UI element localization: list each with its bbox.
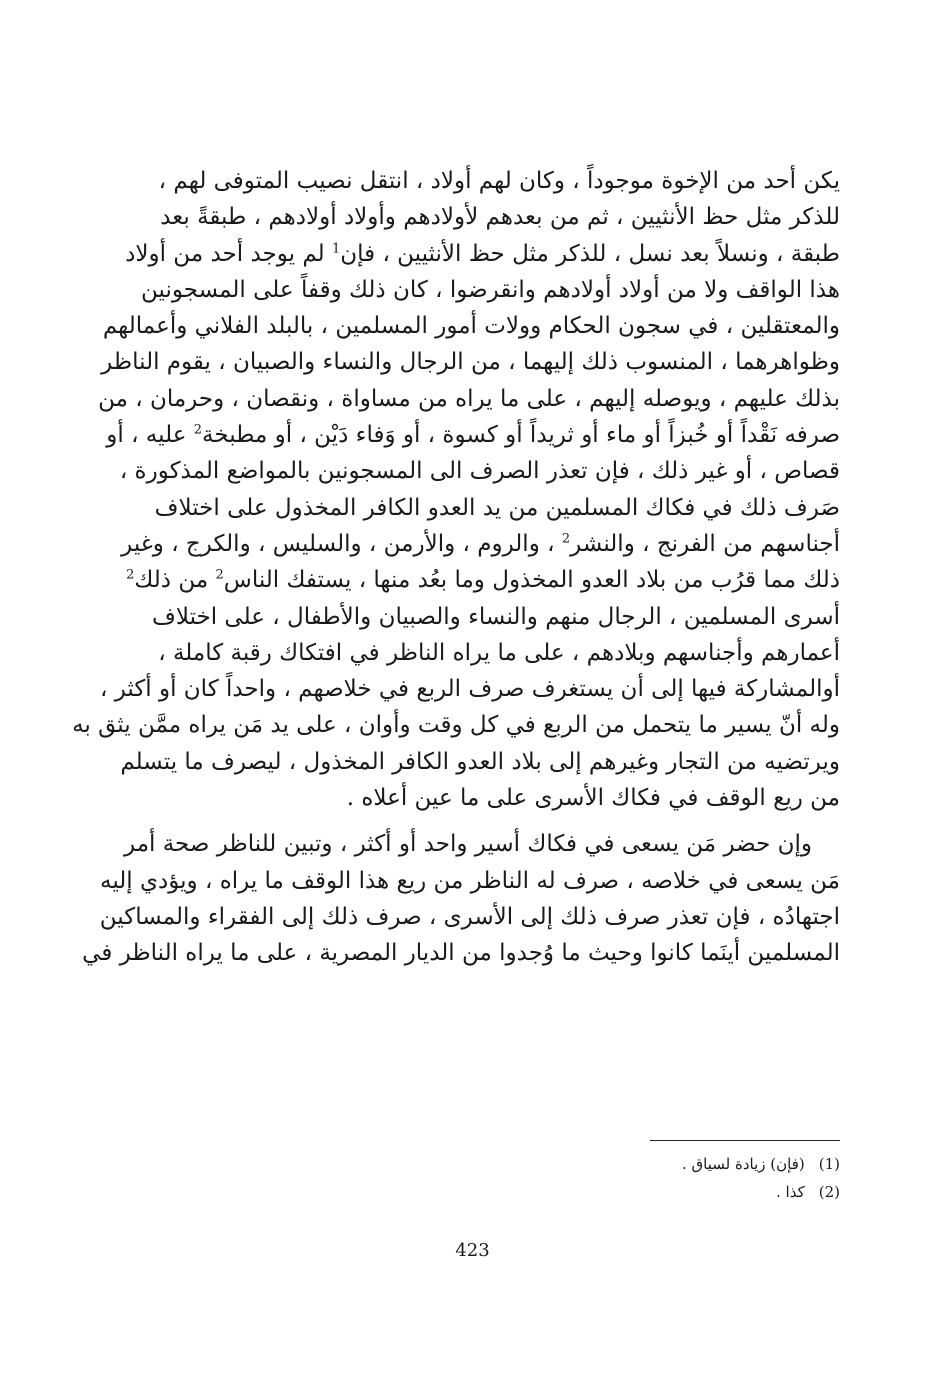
footnote-text: كذا . <box>776 1183 805 1201</box>
main-text <box>72 163 840 972</box>
footnote-number: (1) <box>818 1155 840 1173</box>
text-line: صرفه نَقْداً أو خُبزاً أو ماء أو ثريداً أو كسوة ، أو وَفاء دَيْن ، أو مطبخة$^2$ عليه ، أو <box>106 422 840 449</box>
text-line: يكن أحد من الإخوة موجوداً ، وكان لهم أولاد ، انتقل نصيب المتوفى لهم ، <box>158 168 840 194</box>
text-line: مَن يسعى في خلاصه ، صرف له الناظر من ريع هذا الوقف ما يراه ، ويؤدي إليه <box>100 867 840 894</box>
page-number: 423 <box>455 1240 490 1261</box>
footnote-text: (فإن) زيادة لسياق . <box>681 1155 805 1173</box>
footnote-ref: 1 <box>331 240 341 256</box>
paragraph-gap <box>168 816 840 826</box>
text-line: هذا الواقف ولا من أولاد أولادهم وانقرضوا ، كان ذلك وقفاً على المسجونين <box>141 276 840 303</box>
text-line: ويرتضيه من التجار وغيرهم إلى بلاد العدو الكافر المخذول ، ليصرف ما يتسلم <box>120 748 840 775</box>
text-line: بذلك عليهم ، ويوصله إليهم ، على ما يراه من مساواة ، ونقصان ، وحرمان ، من <box>98 385 840 412</box>
text-line: أعمارهم وأجناسهم وبلادهم ، على ما يراه الناظر في افتكاك رقبة كاملة ، <box>158 639 840 666</box>
text-line: أوالمشاركة فيها إلى أن يستغرف صرف الربع في خلاصهم ، واحداً كان أو أكثر ، <box>99 676 840 703</box>
text-line: للذكر مثل حظ الأنثيين ، ثم من بعدهم لأولادهم وأولاد أولادهم ، طبقةً بعد <box>160 204 840 231</box>
text-line: أسرى المسلمين ، الرجال منهم والنساء والصبيان والأطفال ، على اختلاف <box>152 603 840 630</box>
text-line: وإن حضر مَن يسعى في فكاك أسير واحد أو أكثر ، وتبين للناظر صحة أمر <box>124 831 812 858</box>
text-line: اجتهادُه ، فإن تعذر صرف ذلك إلى الأسرى ، صرف ذلك إلى الفقراء والمساكين <box>99 903 840 930</box>
footnote-divider <box>650 1140 840 1141</box>
text-line: وله أنّ يسير ما يتحمل من الربع في كل وقت وأوان ، على يد مَن يراه ممَّن يثق به <box>72 712 840 739</box>
text-line: وظواهرهما ، المنسوب ذلك إليهما ، من الرجال والنساء والصبيان ، يقوم الناظر <box>101 349 840 376</box>
footnote <box>500 1178 840 1206</box>
footnote <box>500 1150 840 1178</box>
footnote-ref: 2 <box>126 567 135 583</box>
text-line: من ريع الوقف في فكاك الأسرى على ما عين أعلاه . <box>346 785 840 812</box>
footnote-ref: 2 <box>215 567 224 583</box>
footnote-number: (2) <box>818 1183 840 1201</box>
text-line: والمعتقلين ، في سجون الحكام وولات أمور المسلمين ، بالبلد الفلاني وأعمالهم <box>102 313 840 340</box>
text-line: ذلك مما قرُب من بلاد العدو المخذول وما بعُد منها ، يستفك الناس$^2$ من ذلك$^2$ <box>126 567 840 594</box>
footnotes <box>500 1150 840 1206</box>
text-line: أجناسهم من الفرنج ، والنشر$^2$ ، والروم ، والأرمن ، والسليس ، والكرج ، وغير <box>121 530 840 557</box>
text-line: طبقة ، ونسلاً بعد نسل ، للذكر مثل حظ الأنثيين ، فإن$^1$ لم يوجد أحد من أولاد <box>125 240 840 267</box>
footnote-ref: 2 <box>561 531 571 547</box>
text-line: المسلمين أينَما كانوا وحيث ما وُجدوا من الديار المصرية ، على ما يراه الناظر في <box>82 940 840 967</box>
footnote-ref: 2 <box>193 422 203 438</box>
text-line: قصاص ، أو غير ذلك ، فإن تعذر الصرف الى المسجونين بالمواضع المذكورة ، <box>119 458 840 485</box>
text-line: صَرف ذلك في فكاك المسلمين من يد العدو الكافر المخذول على اختلاف <box>154 494 840 521</box>
